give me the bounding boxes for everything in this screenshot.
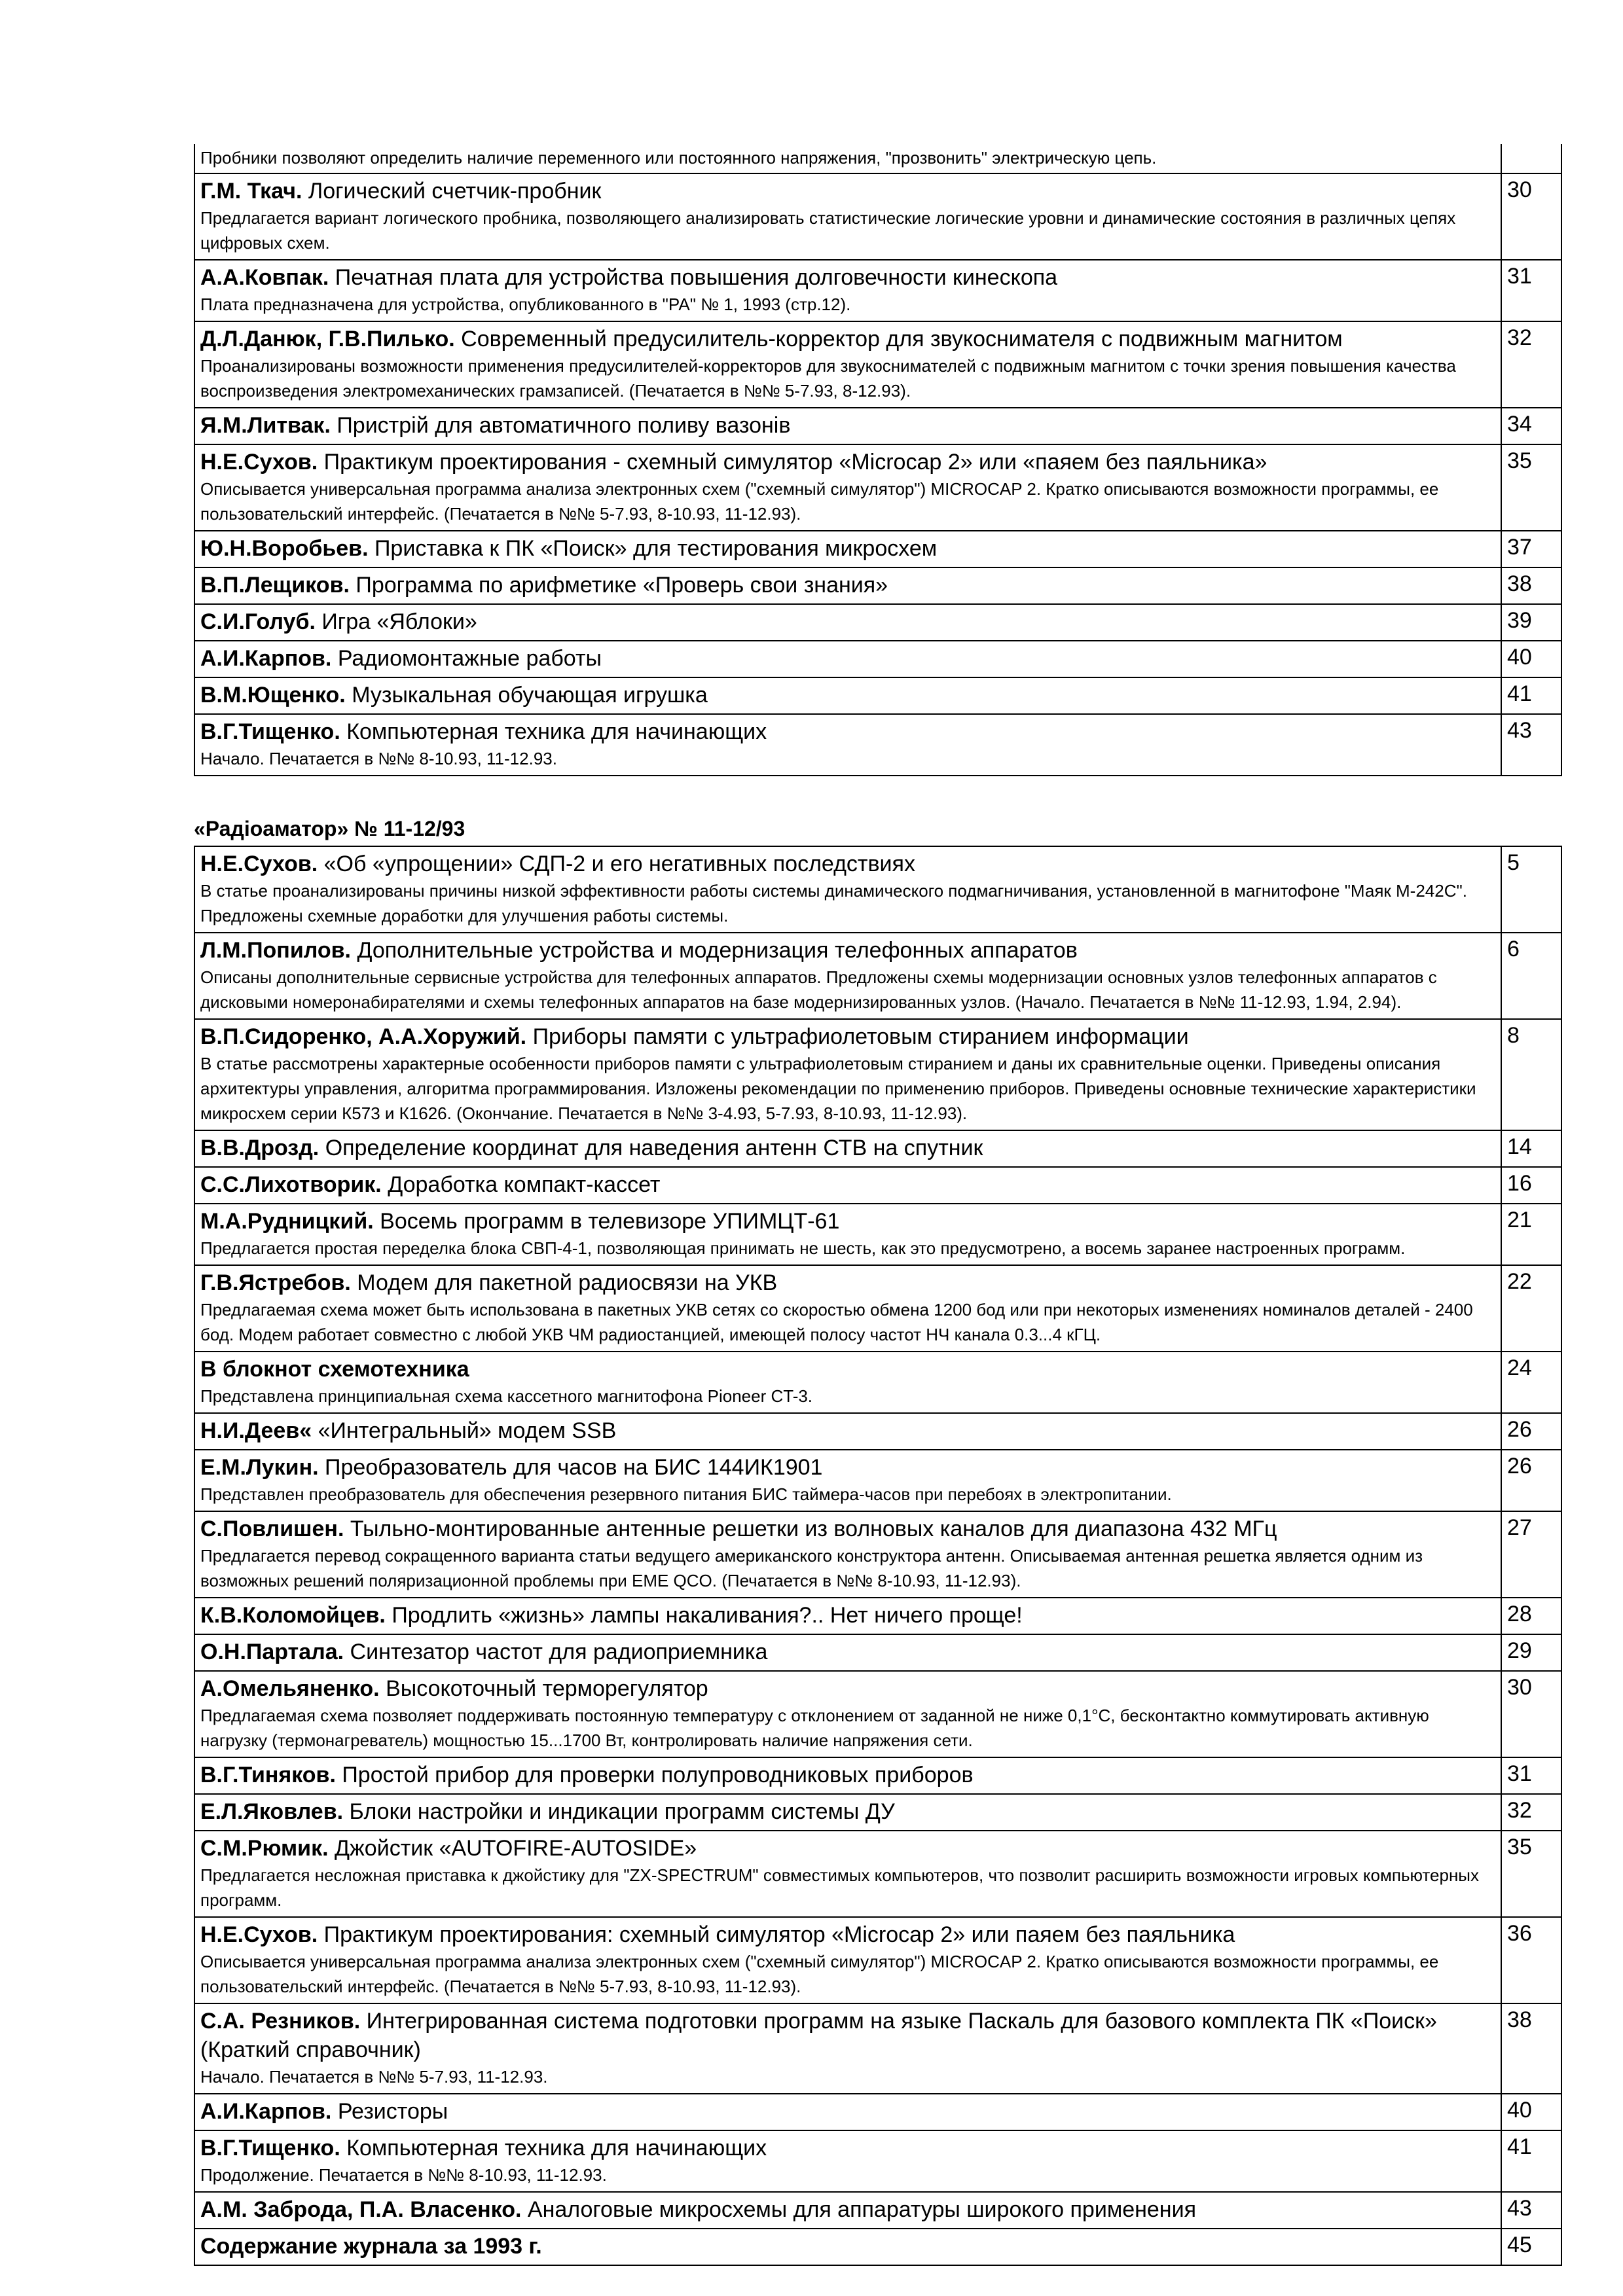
- document-page: [194, 144, 1562, 2266]
- toc-entry-title-line: [200, 1170, 1495, 1199]
- toc-entry-title-line: [200, 325, 1495, 353]
- toc-entry-author: В.М.Ющенко.: [200, 683, 346, 708]
- toc-entry-description: Предлагается перевод сокращенного варианта статьи ведущего американского конструктора антенн. Описываемая антенная решетка является одним из возможных решений поляризационной проблемы при EME QCO. (Печатается в №№ 8-10.93, 11-12.93).: [200, 1546, 1423, 1590]
- toc-entry-description: Предлагается простая переделка блока СВП-4-1, позволяющая принимать не шесть, как это предусмотрено, а восемь заранее настроенных программ.: [200, 1238, 1406, 1258]
- toc-entry-title-line: [200, 1761, 1495, 1789]
- toc-table-2: [194, 846, 1562, 2266]
- toc-entry-title: Практикум проектирования: схемный симулятор «Microcap 2» или паяем без паяльника: [323, 1922, 1235, 1947]
- toc-entry: [194, 2003, 1561, 2094]
- toc-entry-author: А.И.Карпов.: [200, 646, 332, 671]
- toc-entry-title: Программа по арифметике «Проверь свои знания»: [356, 573, 888, 598]
- toc-entry-title-line: [200, 411, 1495, 440]
- toc-entry-page: 39: [1501, 604, 1561, 641]
- toc-entry-title: Доработка компакт-кассет: [388, 1172, 661, 1197]
- toc-entry-description: В статье рассмотрены характерные особенности приборов памяти с ультрафиолетовым стиранием и даны их сравнительные оценки. Приведены описания архитектуры управления, алгоритма программирования. Изложены рекомендации по применению приборов. Приведены основные технические характеристики микросхем серии К573 и К1626. (Окончание. Печатается в №№ 3-4.93, 5-7.93, 8-10.93, 11-12.93).: [200, 1054, 1476, 1123]
- toc-entry-title-line: [200, 1355, 1495, 1384]
- toc-entry-content: [194, 1671, 1501, 1757]
- toc-entry: [194, 444, 1561, 531]
- toc-entry-author: Л.М.Попилов.: [200, 938, 351, 963]
- toc-entry-title-line: [200, 1674, 1495, 1703]
- toc-entry-title: Тыльно-монтированные антенные решетки из волновых каналов для диапазона 432 МГц: [350, 1516, 1277, 1541]
- toc-entry-content: [194, 260, 1501, 321]
- toc-entry: [194, 1917, 1561, 2003]
- toc-entry-author: А.М. Заброда, П.А. Власенко.: [200, 2197, 522, 2222]
- toc-entry-description: Продолжение. Печатается в №№ 8-10.93, 11-12.93.: [200, 2165, 607, 2185]
- toc-entry-title-line: [200, 1207, 1495, 1236]
- toc-intro-text: Пробники позволяют определить наличие переменного или постоянного напряжения, "прозвонить" электрическую цепь.: [194, 144, 1501, 173]
- toc-entry-author: Н.Е.Сухов.: [200, 852, 318, 876]
- toc-entry-content: [194, 531, 1501, 567]
- toc-entry: [194, 846, 1561, 933]
- toc-entry: [194, 677, 1561, 714]
- toc-entry-author: Г.В.Ястребов.: [200, 1270, 351, 1295]
- toc-entry-content: [194, 1634, 1501, 1671]
- toc-entry-title-line: [200, 681, 1495, 709]
- toc-entry-author: А.А.Ковпак.: [200, 265, 329, 290]
- toc-entry-content: [194, 604, 1501, 641]
- toc-entry: [194, 1794, 1561, 1831]
- toc-entry: [194, 714, 1561, 776]
- toc-entry: [194, 531, 1561, 567]
- toc-entry: [194, 173, 1561, 260]
- toc-entry-title: Компьютерная техника для начинающих: [346, 719, 767, 744]
- toc-entry: [194, 604, 1561, 641]
- toc-entry-content: [194, 1511, 1501, 1598]
- toc-entry-page: 34: [1501, 408, 1561, 444]
- toc-entry-page: 28: [1501, 1598, 1561, 1634]
- toc-entry-content: [194, 933, 1501, 1019]
- toc-entry-page: 6: [1501, 933, 1561, 1019]
- toc-entry-title: «Интегральный» модем SSB: [318, 1418, 617, 1443]
- toc-entry-title-line: [200, 1638, 1495, 1666]
- toc-entry-title: Преобразователь для часов на БИС 144ИК1901: [325, 1455, 823, 1480]
- toc-entry-title: Резисторы: [337, 2099, 448, 2124]
- toc-entry: [194, 1511, 1561, 1598]
- toc-entry-content: [194, 1917, 1501, 2003]
- toc-entry-author: С.С.Лихотворик.: [200, 1172, 382, 1197]
- toc-entry: [194, 2229, 1561, 2265]
- toc-entry-title: Компьютерная техника для начинающих: [346, 2136, 767, 2161]
- toc-entry-page: 22: [1501, 1265, 1561, 1352]
- toc-entry-title-line: [200, 1022, 1495, 1051]
- toc-entry-title: Современный предусилитель-корректор для звукоснимателя с подвижным магнитом: [461, 327, 1343, 351]
- toc-entry-page: 31: [1501, 1757, 1561, 1794]
- toc-entry-title-line: [200, 448, 1495, 476]
- toc-entry-content: [194, 1204, 1501, 1265]
- toc-entry-author: М.А.Рудницкий.: [200, 1209, 374, 1234]
- toc-entry-title: Продлить «жизнь» лампы накаливания?.. Нет ничего проще!: [392, 1603, 1023, 1628]
- toc-entry-content: [194, 321, 1501, 408]
- toc-entry-page: 45: [1501, 2229, 1561, 2265]
- toc-entry-title-line: [200, 1920, 1495, 1949]
- toc-entry-author: В.П.Сидоренко, А.А.Хоружий.: [200, 1024, 527, 1049]
- toc-entry: [194, 1634, 1561, 1671]
- toc-entry-title-line: [200, 1515, 1495, 1543]
- toc-entry-title-line: [200, 263, 1495, 292]
- toc-entry-content: [194, 1019, 1501, 1130]
- toc-entry-content: [194, 1757, 1501, 1794]
- toc-entry-page: 14: [1501, 1130, 1561, 1167]
- toc-entry-description: Предлагаемая схема позволяет поддерживать постоянную температуру с отклонением от заданной не ниже 0,1°С, бесконтактно коммутировать активную нагрузку (термонагреватель) мощностью 15...1700 Вт, контролировать наличие напряжения сети.: [200, 1706, 1429, 1750]
- toc-entry-title: Аналоговые микросхемы для аппаратуры широкого применения: [527, 2197, 1196, 2222]
- toc-entry-description: Описывается универсальная программа анализа электронных схем ("схемный симулятор") MICROCAP 2. Кратко описываются возможности программы, ее пользовательский интерфейс. (Печатается в №№ 5-7.93, 8-10.93, 11-12.93).: [200, 479, 1439, 524]
- section-2-heading: «Радіоаматор» № 11-12/93: [194, 817, 465, 840]
- section-2: [194, 816, 1562, 2266]
- toc-entry-page: 5: [1501, 846, 1561, 933]
- toc-entry: [194, 1450, 1561, 1511]
- toc-entry: [194, 1671, 1561, 1757]
- toc-entry-page: 24: [1501, 1352, 1561, 1413]
- toc-entry-title: Модем для пакетной радиосвязи на УКВ: [357, 1270, 778, 1295]
- toc-entry: [194, 321, 1561, 408]
- toc-entry-author: Н.Е.Сухов.: [200, 450, 318, 475]
- toc-entry-title: Высокоточный терморегулятор: [386, 1676, 708, 1701]
- toc-entry-author: А.И.Карпов.: [200, 2099, 332, 2124]
- toc-entry-author: К.В.Коломойцев.: [200, 1603, 386, 1628]
- toc-entry-content: [194, 1413, 1501, 1450]
- toc-entry-author: В.Г.Тиняков.: [200, 1763, 336, 1787]
- toc-entry-content: [194, 2094, 1501, 2130]
- toc-entry-title-line: [200, 2232, 1495, 2261]
- toc-entry-description: Предлагается вариант логического пробника, позволяющего анализировать статистические логические уровни и динамические состояния в различных цепях цифровых схем.: [200, 208, 1456, 253]
- toc-entry-title-line: [200, 2134, 1495, 2162]
- toc-entry-author: В.Г.Тищенко.: [200, 719, 340, 744]
- toc-entry-title: Джойстик «AUTOFIRE-AUTOSIDE»: [335, 1836, 697, 1861]
- toc-entry: [194, 641, 1561, 677]
- toc-entry-description: Представлен преобразователь для обеспечения резервного питания БИС таймера-часов при перебоях в электропитании.: [200, 1484, 1172, 1504]
- toc-entry-title: Музыкальная обучающая игрушка: [352, 683, 708, 708]
- toc-entry-description: Предлагаемая схема может быть использована в пакетных УКВ сетях со скоростью обмена 1200 бод или при некоторых изменениях номиналов деталей - 2400 бод. Модем работает совместно с любой УКВ ЧМ радиостанцией, имеющей полосу частот НЧ канала 0.3...4 кГЦ.: [200, 1300, 1473, 1344]
- toc-entry: [194, 567, 1561, 604]
- toc-entry-title: Пристрій для автоматичного поливу вазонів: [337, 413, 791, 438]
- toc-entry-author: Ю.Н.Воробьев.: [200, 536, 369, 561]
- toc-entry-page: 41: [1501, 677, 1561, 714]
- toc-entry-page: 31: [1501, 260, 1561, 321]
- toc-entry-content: [194, 2130, 1501, 2192]
- toc-entry-page: 29: [1501, 1634, 1561, 1671]
- toc-entry-title-line: [200, 1416, 1495, 1445]
- toc-entry-page: 35: [1501, 1831, 1561, 1917]
- toc-entry-content: [194, 173, 1501, 260]
- toc-entry-title-line: [200, 177, 1495, 206]
- toc-entry-title-line: [200, 2097, 1495, 2126]
- toc-entry-description: Описаны дополнительные сервисные устройства для телефонных аппаратов. Предложены схемы модернизации основных узлов телефонных аппаратов с дисковыми номеронабирателями и схемы телефонных аппаратов на базе модернизированных узлов. (Начало. Печатается в №№ 11-12.93, 1.94, 2.94).: [200, 967, 1437, 1012]
- toc-entry-author: С.Повлишен.: [200, 1516, 344, 1541]
- toc-entry: [194, 1413, 1561, 1450]
- toc-entry: [194, 2094, 1561, 2130]
- toc-entry: [194, 1757, 1561, 1794]
- toc-entry: [194, 1019, 1561, 1130]
- toc-entry-content: [194, 714, 1501, 776]
- toc-entry: [194, 1265, 1561, 1352]
- toc-entry-description: Описывается универсальная программа анализа электронных схем ("схемный симулятор") MICROCAP 2. Кратко описываются возможности программы, ее пользовательский интерфейс. (Печатается в №№ 5-7.93, 8-10.93, 11-12.93).: [200, 1952, 1439, 1996]
- toc-entry-page: 40: [1501, 641, 1561, 677]
- toc-entry: [194, 260, 1561, 321]
- toc-entry-page: 26: [1501, 1413, 1561, 1450]
- toc-entry-page: 32: [1501, 321, 1561, 408]
- toc-entry-author: Д.Л.Данюк, Г.В.Пилько.: [200, 327, 455, 351]
- toc-entry-page: 36: [1501, 1917, 1561, 2003]
- toc-entry: [194, 2130, 1561, 2192]
- toc-entry-content: [194, 444, 1501, 531]
- toc-entry-content: [194, 1352, 1501, 1413]
- toc-entry-title-line: [200, 1601, 1495, 1630]
- toc-entry-title: Логический счетчик-пробник: [308, 179, 602, 204]
- toc-entry-title: Печатная плата для устройства повышения долговечности кинескопа: [335, 265, 1058, 290]
- toc-entry-title-line: [200, 1797, 1495, 1826]
- toc-entry-content: [194, 2192, 1501, 2229]
- toc-entry-page: 21: [1501, 1204, 1561, 1265]
- toc-entry-title: Игра «Яблоки»: [321, 609, 477, 634]
- toc-entry-page: 43: [1501, 2192, 1561, 2229]
- toc-entry-title: «Об «упрощении» СДП-2 и его негативных последствиях: [323, 852, 915, 876]
- toc-entry-author: В.П.Лещиков.: [200, 573, 350, 598]
- toc-entry-title: Приборы памяти с ультрафиолетовым стиранием информации: [532, 1024, 1189, 1049]
- toc-entry-page: 32: [1501, 1794, 1561, 1831]
- toc-entry-title-line: [200, 717, 1495, 746]
- toc-entry-content: [194, 408, 1501, 444]
- toc-entry-content: [194, 2003, 1501, 2094]
- toc-entry-title-line: [200, 1134, 1495, 1162]
- toc-entry-title: Радиомонтажные работы: [337, 646, 602, 671]
- toc-entry-author: С.И.Голуб.: [200, 609, 316, 634]
- toc-entry-title: Восемь программ в телевизоре УПИМЦТ-61: [380, 1209, 840, 1234]
- toc-entry-content: [194, 1130, 1501, 1167]
- toc-table-1: [194, 144, 1562, 776]
- toc-entry: [194, 1598, 1561, 1634]
- toc-entry-description: Проанализированы возможности применения предусилителей-корректоров для звукоснимателей с подвижным магнитом с точки зрения повышения качества воспроизведения электромеханических грамзаписей. (Печатается в №№ 5-7.93, 8-12.93).: [200, 356, 1456, 401]
- toc-entry-author: Н.Е.Сухов.: [200, 1922, 318, 1947]
- toc-entry-page: 41: [1501, 2130, 1561, 2192]
- toc-entry-description: Начало. Печатается в №№ 5-7.93, 11-12.93.: [200, 2067, 548, 2087]
- toc-entry-page: 26: [1501, 1450, 1561, 1511]
- toc-entry: [194, 1167, 1561, 1204]
- toc-entry: [194, 933, 1561, 1019]
- toc-entry-page: 16: [1501, 1167, 1561, 1204]
- toc-entry-title: Интегрированная система подготовки программ на языке Паскаль для базового комплекта ПК «Поиск» (Краткий справочник): [200, 2009, 1437, 2062]
- toc-entry-page: 38: [1501, 567, 1561, 604]
- toc-entry-title-line: [200, 607, 1495, 636]
- toc-entry-title: Приставка к ПК «Поиск» для тестирования микросхем: [374, 536, 938, 561]
- toc-entry-author: В блокнот схемотехника: [200, 1357, 469, 1382]
- toc-entry-title-line: [200, 936, 1495, 965]
- toc-entry: [194, 1204, 1561, 1265]
- toc-entry-page: 30: [1501, 173, 1561, 260]
- toc-entry-title-line: [200, 1453, 1495, 1482]
- toc-entry-title-line: [200, 644, 1495, 673]
- toc-entry-author: В.В.Дрозд.: [200, 1136, 319, 1160]
- toc-entry-content: [194, 2229, 1501, 2265]
- toc-entry-page: 40: [1501, 2094, 1561, 2130]
- toc-intro-row: [194, 144, 1561, 173]
- toc-entry-title-line: [200, 2007, 1495, 2064]
- toc-entry-page: 35: [1501, 444, 1561, 531]
- toc-entry-title: Простой прибор для проверки полупроводниковых приборов: [342, 1763, 974, 1787]
- toc-entry-author: О.Н.Партала.: [200, 1640, 344, 1664]
- toc-entry-content: [194, 677, 1501, 714]
- toc-entry-title-line: [200, 571, 1495, 600]
- toc-entry-content: [194, 1598, 1501, 1634]
- toc-entry-author: С.А. Резников.: [200, 2009, 361, 2034]
- toc-entry-author: Г.М. Ткач.: [200, 179, 302, 204]
- toc-entry-page: 8: [1501, 1019, 1561, 1130]
- toc-entry-title-line: [200, 2195, 1495, 2224]
- toc-entry-content: [194, 846, 1501, 933]
- toc-entry-content: [194, 1167, 1501, 1204]
- toc-entry-title-line: [200, 1834, 1495, 1863]
- toc-entry-author: Содержание журнала за 1993 г.: [200, 2234, 542, 2259]
- toc-entry-title-line: [200, 1268, 1495, 1297]
- toc-entry-title: Определение координат для наведения антенн СТВ на спутник: [325, 1136, 983, 1160]
- toc-entry: [194, 408, 1561, 444]
- toc-entry-content: [194, 567, 1501, 604]
- toc-entry-page: 38: [1501, 2003, 1561, 2094]
- toc-entry-author: Е.М.Лукин.: [200, 1455, 319, 1480]
- toc-entry-content: [194, 1794, 1501, 1831]
- toc-entry: [194, 2192, 1561, 2229]
- toc-entry-author: В.Г.Тищенко.: [200, 2136, 340, 2161]
- toc-entry-content: [194, 1831, 1501, 1917]
- toc-entry-title-line: [200, 534, 1495, 563]
- toc-entry-author: Н.И.Деев«: [200, 1418, 312, 1443]
- toc-entry-description: В статье проанализированы причины низкой эффективности работы системы динамического подмагничивания, установленной в магнитофоне "Маяк М-242С". Предложены схемные доработки для улучшения работы системы.: [200, 881, 1467, 925]
- toc-entry-description: Предлагается несложная приставка к джойстику для "ZX-SPECTRUM" совместимых компьютеров, что позволит расширить возможности игровых компьютерных программ.: [200, 1865, 1479, 1910]
- toc-entry-description: Представлена принципиальная схема кассетного магнитофона Pioneer CT-3.: [200, 1386, 813, 1406]
- toc-entry: [194, 1352, 1561, 1413]
- toc-entry-content: [194, 641, 1501, 677]
- toc-entry-title: Дополнительные устройства и модернизация телефонных аппаратов: [357, 938, 1078, 963]
- toc-entry: [194, 1130, 1561, 1167]
- toc-entry-author: Е.Л.Яковлев.: [200, 1799, 344, 1824]
- toc-entry-page: 27: [1501, 1511, 1561, 1598]
- toc-entry-author: Я.М.Литвак.: [200, 413, 331, 438]
- toc-entry-description: Начало. Печатается в №№ 8-10.93, 11-12.93.: [200, 749, 557, 768]
- toc-entry: [194, 1831, 1561, 1917]
- toc-entry-page: 30: [1501, 1671, 1561, 1757]
- toc-entry-title: Блоки настройки и индикации программ системы ДУ: [349, 1799, 895, 1824]
- toc-entry-author: С.М.Рюмик.: [200, 1836, 329, 1861]
- toc-entry-title: Синтезатор частот для радиоприемника: [350, 1640, 768, 1664]
- toc-entry-title: Практикум проектирования - схемный симулятор «Microcap 2» или «паяем без паяльника»: [323, 450, 1267, 475]
- toc-entry-page: 43: [1501, 714, 1561, 776]
- toc-entry-content: [194, 1265, 1501, 1352]
- toc-entry-page: 37: [1501, 531, 1561, 567]
- toc-entry-title-line: [200, 850, 1495, 878]
- toc-entry-author: А.Омельяненко.: [200, 1676, 380, 1701]
- toc-entry-content: [194, 1450, 1501, 1511]
- toc-entry-description: Плата предназначена для устройства, опубликованного в "РА" № 1, 1993 (стр.12).: [200, 295, 851, 314]
